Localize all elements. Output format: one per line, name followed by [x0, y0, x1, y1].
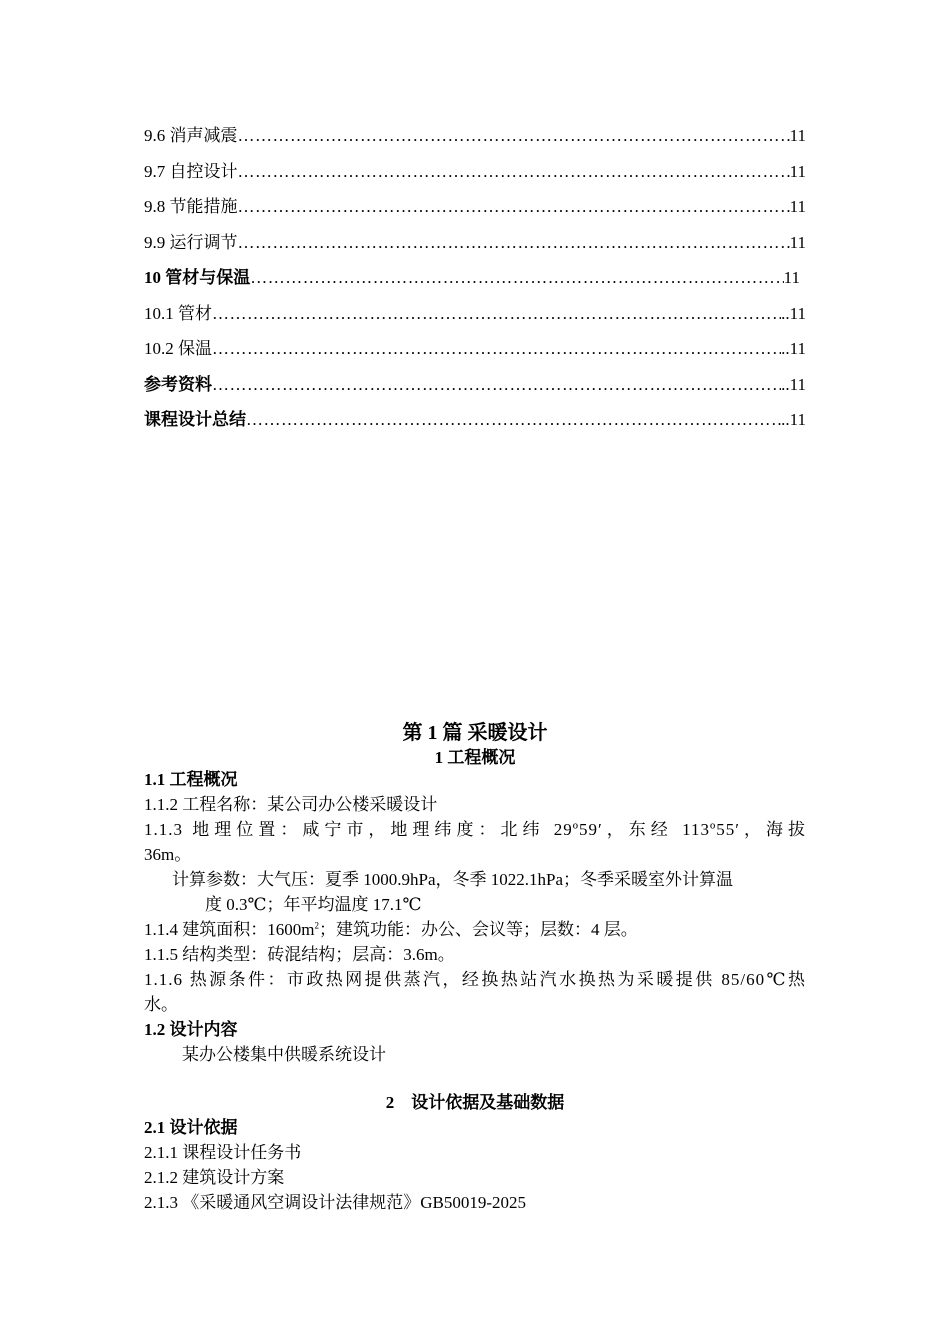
toc-entry-label: 10.1 管材 — [144, 303, 212, 323]
toc-entry-dots-end: .. — [781, 374, 790, 394]
paragraph: 计算参数：大气压：夏季 1000.9hPa，冬季 1022.1hPa；冬季采暖室外计算温 — [172, 870, 733, 889]
toc-leader-dots — [238, 124, 790, 148]
toc-entry-page: 11 — [783, 268, 800, 287]
paragraph: 1.1.2 工程名称：某公司办公楼采暖设计 — [144, 795, 438, 814]
toc-entry[interactable] — [144, 160, 806, 196]
paragraph — [144, 917, 806, 942]
text-run: ；建筑功能：办公、会议等；层数：4 层。 — [318, 920, 638, 939]
part-title: 第 1 篇 采暖设计 — [402, 722, 548, 744]
paragraph: 水。 — [144, 995, 178, 1014]
section-heading: 1.1 工程概况 — [144, 770, 238, 789]
chapter-title: 1 工程概况 — [434, 748, 516, 767]
paragraph: 某办公楼集中供暖系统设计 — [182, 1045, 386, 1064]
toc-entry-label: 9.7 自控设计 — [144, 161, 238, 181]
table-of-contents — [144, 124, 806, 444]
section-heading: 1.2 设计内容 — [144, 1020, 238, 1039]
toc-entry-page: 11 — [789, 161, 806, 181]
toc-entry-page: 11 — [789, 410, 806, 429]
toc-entry[interactable] — [144, 231, 806, 267]
toc-entry[interactable] — [144, 302, 806, 338]
superscript: 2 — [314, 920, 319, 931]
paragraph: 2.1.1 课程设计任务书 — [144, 1143, 302, 1162]
toc-leader-dots — [212, 302, 781, 326]
toc-entry-page: 11 — [789, 374, 806, 394]
paragraph: 2.1.3 《采暖通风空调设计法律规范》GB50019-2025 — [144, 1193, 527, 1212]
toc-leader-dots — [212, 337, 781, 361]
toc-entry[interactable] — [144, 124, 806, 160]
toc-entry-page: 11 — [789, 232, 806, 252]
toc-entry-page: 11 — [789, 339, 806, 358]
toc-entry-dots-end: .. — [781, 339, 790, 358]
toc-entry-page: 11 — [789, 197, 806, 216]
toc-entry[interactable] — [144, 337, 806, 373]
toc-entry-dots-end: .. — [781, 303, 790, 323]
toc-entry-label: 参考资料 — [144, 374, 212, 394]
toc-entry[interactable] — [144, 266, 806, 302]
toc-leader-dots — [238, 160, 790, 184]
toc-entry[interactable] — [144, 373, 806, 409]
toc-leader-dots — [212, 373, 781, 397]
paragraph: 1.1.6 热源条件：市政热网提供蒸汽，经换热站汽水换热为采暖提供 85/60℃热 — [144, 970, 806, 989]
toc-leader-dots — [238, 195, 790, 219]
paragraph: 1.1.3 地理位置：咸宁市，地理纬度：北纬 29º59′，东经 113º55′，海拔 — [144, 820, 806, 839]
toc-entry-label: 9.6 消声减震 — [144, 126, 238, 145]
toc-entry-page: 11 — [789, 303, 806, 323]
toc-entry-label: 课程设计总结 — [144, 410, 246, 429]
paragraph: 2.1.2 建筑设计方案 — [144, 1168, 285, 1187]
spacer — [144, 1067, 806, 1090]
toc-entry-dots-end: .. — [781, 410, 790, 429]
toc-entry-label: 9.8 节能措施 — [144, 197, 238, 216]
toc-leader-dots — [246, 408, 781, 432]
paragraph: 1.1.5 结构类型：砖混结构；层高：3.6m。 — [144, 945, 455, 964]
paragraph: 度 0.3℃；年平均温度 17.1℃ — [205, 895, 422, 914]
toc-entry-label: 10 管材与保温 — [144, 268, 251, 287]
section-heading: 2.1 设计依据 — [144, 1118, 238, 1137]
toc-leader-dots — [250, 266, 783, 290]
toc-entry-label: 10.2 保温 — [144, 339, 212, 358]
toc-entry[interactable] — [144, 408, 806, 444]
toc-leader-dots — [238, 231, 790, 255]
paragraph: 36m。 — [144, 845, 192, 864]
document-body — [144, 767, 806, 1215]
toc-entry[interactable] — [144, 195, 806, 231]
toc-entry-page: 11 — [789, 126, 806, 145]
toc-entry-label: 9.9 运行调节 — [144, 232, 238, 252]
chapter-title: 2 设计依据及基础数据 — [385, 1093, 565, 1112]
text-run: 1.1.4 建筑面积：1600m — [144, 920, 315, 939]
